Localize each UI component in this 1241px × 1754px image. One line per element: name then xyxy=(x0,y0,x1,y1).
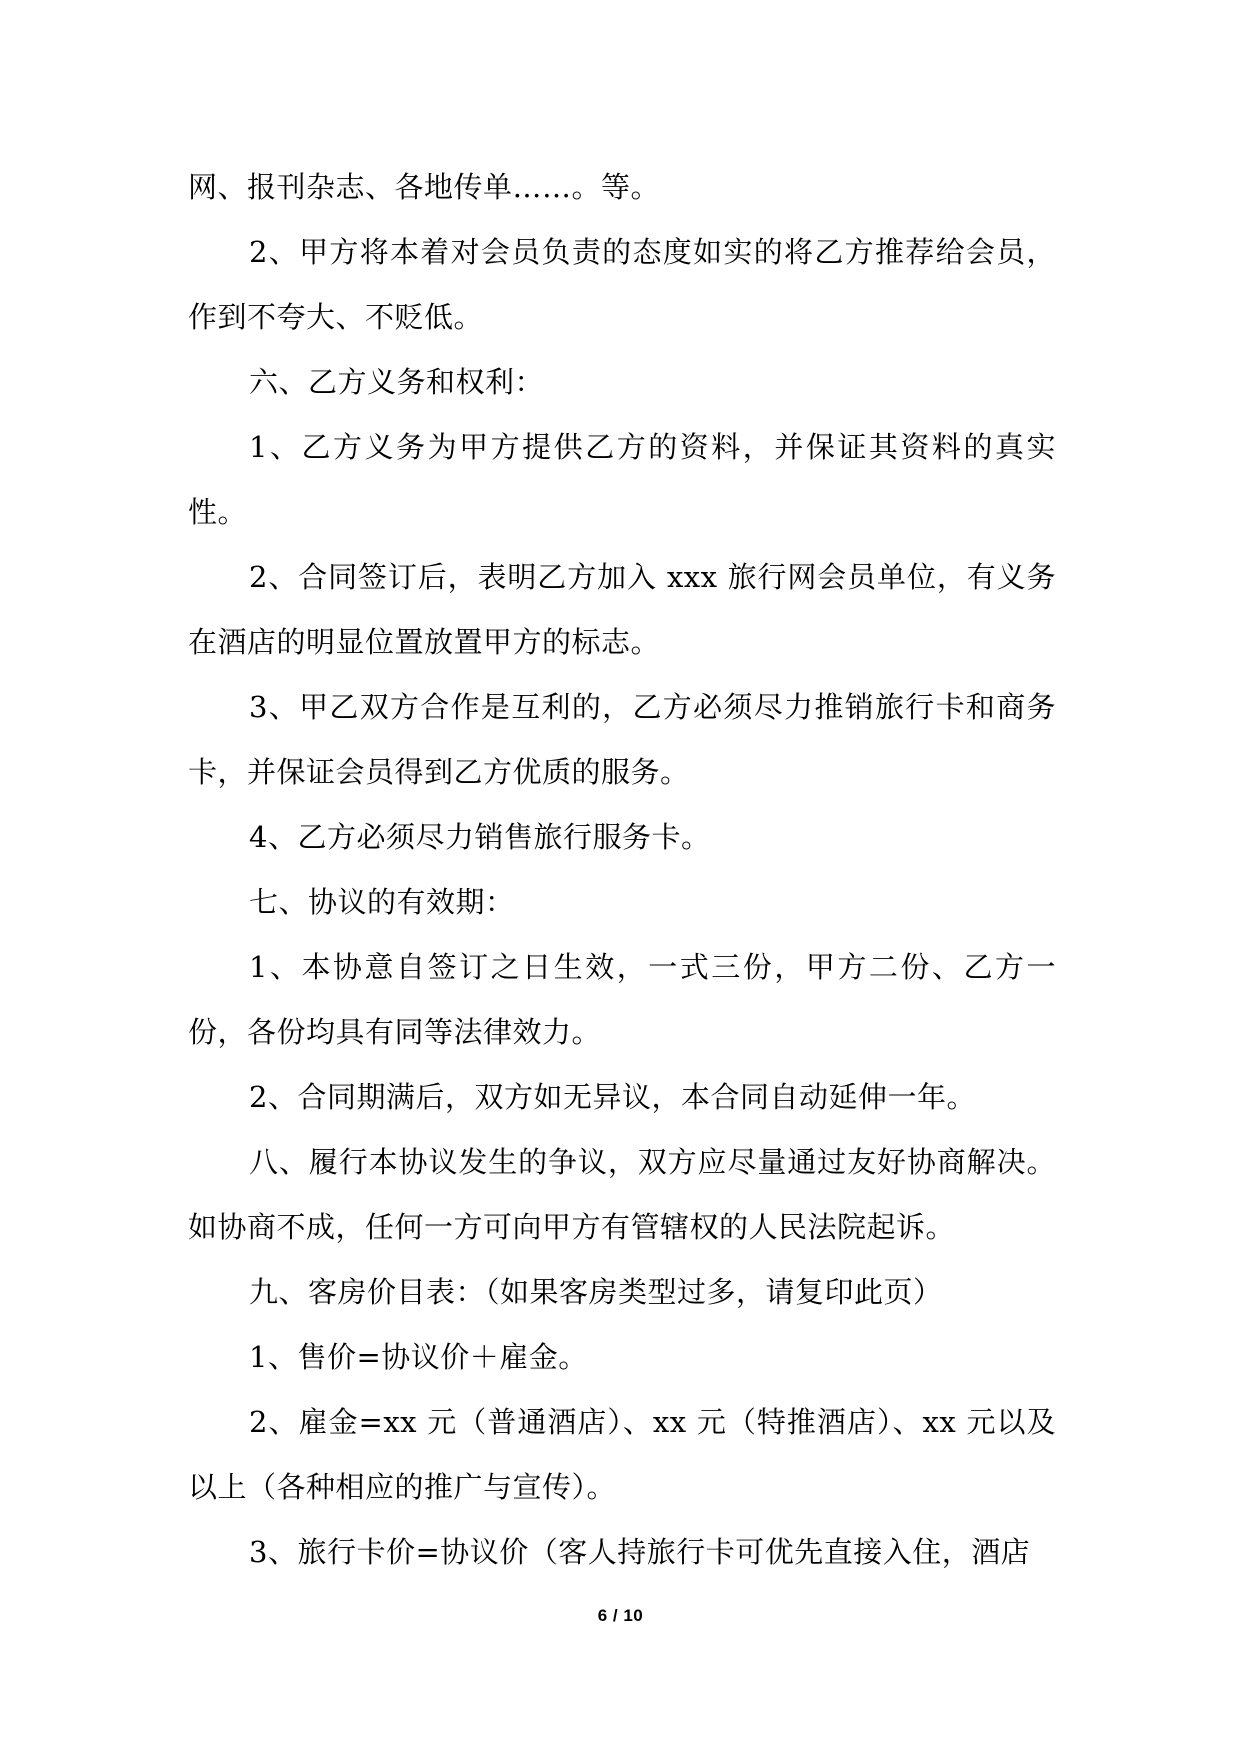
paragraph: 1、乙方义务为甲方提供乙方的资料，并保证其资料的真实性。 xyxy=(188,430,1056,529)
page-number: 6 / 10 xyxy=(597,1606,644,1625)
section-heading: 六、乙方义务和权利： xyxy=(249,365,545,399)
section-heading: 八、履行本协议发生的争议，双方应尽量通过友好协商解决。如协商不成，任何一方可向甲方有管辖权的人民法院起诉。 xyxy=(188,1145,1056,1244)
paragraph: 1、本协意自签订之日生效，一式三份，甲方二份、乙方一份，各份均具有同等法律效力。 xyxy=(188,950,1056,1049)
document-body xyxy=(188,155,1056,1585)
paragraph: 2、合同签订后，表明乙方加入 xxx 旅行网会员单位，有义务在酒店的明显位置放置甲方的标志。 xyxy=(188,560,1056,659)
paragraph: 2、雇金=xx 元（普通酒店）、xx 元（特推酒店）、xx 元以及以上（各种相应的推广与宣传）。 xyxy=(188,1405,1056,1504)
paragraph: 网、报刊杂志、各地传单……。等。 xyxy=(188,170,661,204)
paragraph: 3、甲乙双方合作是互利的，乙方必须尽力推销旅行卡和商务卡，并保证会员得到乙方优质的服务。 xyxy=(188,690,1056,789)
paragraph: 1、售价=协议价＋雇金。 xyxy=(249,1340,588,1374)
section-heading: 九、客房价目表：（如果客房类型过多，请复印此页） xyxy=(249,1275,943,1309)
paragraph: 2、甲方将本着对会员负责的态度如实的将乙方推荐给会员，作到不夸大、不贬低。 xyxy=(188,235,1056,334)
section-heading: 七、协议的有效期： xyxy=(249,885,515,919)
paragraph: 3、旅行卡价=协议价（客人持旅行卡可优先直接入住，酒店 xyxy=(249,1535,1031,1569)
paragraph: 4、乙方必须尽力销售旅行服务卡。 xyxy=(249,820,711,854)
paragraph: 2、合同期满后，双方如无异议，本合同自动延伸一年。 xyxy=(249,1080,976,1114)
